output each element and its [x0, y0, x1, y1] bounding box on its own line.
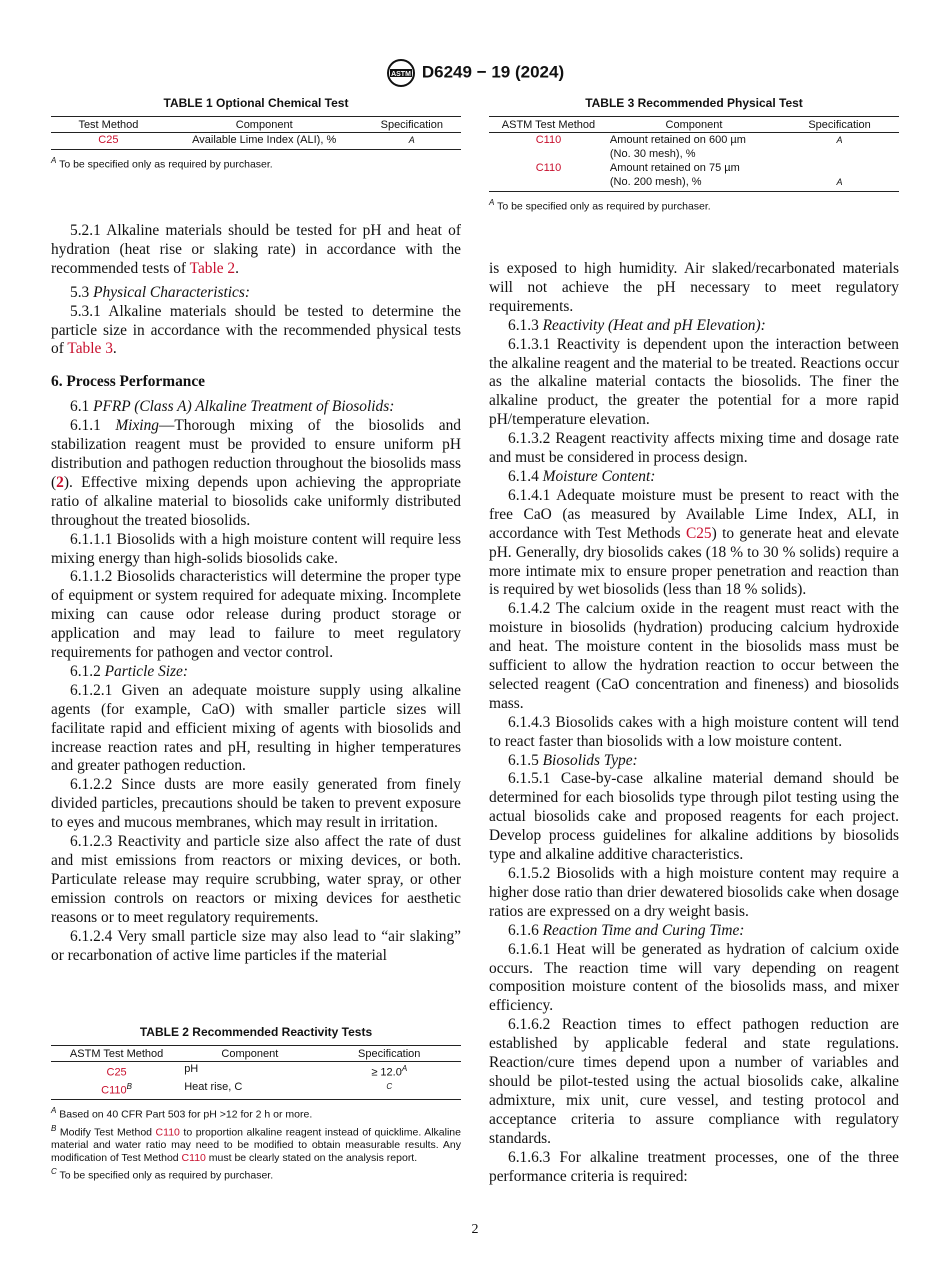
- document-designation: D6249 − 19 (2024): [421, 62, 565, 82]
- spec-cell: A: [836, 135, 843, 145]
- table-footnote: $^A$ To be specified only as required by purchaser.: [489, 198, 711, 213]
- table-footnote: $^C$ To be specified only as required by purchaser.: [51, 1167, 274, 1182]
- right-column: [489, 260, 899, 1186]
- paragraph: 6.1.3.1 Reactivity is dependent upon the interaction between the alkaline reagent and the material to be treated. Reactions occur as the alkaline material contacts the biosolids. The finer the alkaline product, the greater the potential for a more rapid pH/temperature elevation.: [489, 335, 899, 429]
- column-header: ASTM Test Method: [489, 117, 608, 133]
- paragraph: is exposed to high humidity. Air slaked/recarbonated materials will not achieve the pH necessary to meet regulatory requirements.: [489, 260, 899, 315]
- c110-link[interactable]: C110: [181, 1152, 206, 1165]
- paragraph: 6.1.4.3 Biosolids cakes with a high moisture content will tend to react faster than biosolids with a low moisture content.: [489, 713, 899, 750]
- page-header: [0, 58, 950, 88]
- table-footnote: $^A$ To be specified only as required by purchaser.: [51, 156, 273, 171]
- paragraph: 6.1.2.1 Given an adequate moisture supply using alkaline agents (for example, CaO) with smaller particle sizes will facilitate rapid and efficient mixing of agents with biosolids and increase reaction rates and pH, resulting in higher temperatures and greater pathogen reduction.: [51, 681, 461, 775]
- method-link[interactable]: C110: [535, 134, 562, 146]
- paragraph: 6.1.6 Reaction Time and Curing Time:: [508, 921, 745, 939]
- paragraph: 6.1.6.3 For alkaline treatment processes, one of the three performance criteria is required:: [489, 1148, 899, 1185]
- table-footnote: $^A$ Based on 40 CFR Part 503 for pH >12 for 2 h or more.: [51, 1106, 313, 1121]
- paragraph: 6.1.6.2 Reaction times to effect pathogen reduction are established by applicable federal and state regulations. Reaction/cure times depend upon a number of variables and should be pilot-tested using the actual biosolids cake, alkaline admixture, mix unit, cure vessel, and testing protocol and acceptance criteria to assure compliance with regulatory standards.: [489, 1016, 899, 1147]
- table-caption: TABLE 1 Optional Chemical Test: [163, 96, 349, 110]
- column-header: Component: [166, 117, 363, 133]
- paragraph: 5.3 Physical Characteristics:: [70, 283, 250, 301]
- table-3-link[interactable]: Table 3: [67, 340, 113, 358]
- method-cell: $C110^B$: [51, 1080, 182, 1100]
- paragraph: 6.1.4.1 Adequate moisture must be present to react with the free CaO (as measured by Available Lime Index, ALI, in accordance with Test Methods C25) to generate heat and elevate pH. Generally, dry biosolids cakes (18 % to 30 % solids) require a more intimate mix to ensure proper penetration and reaction than is required by wet biosolids (less than 18 % solids).: [489, 486, 899, 599]
- c25-link[interactable]: C25: [685, 524, 712, 542]
- left-column: [51, 222, 461, 965]
- column-header: Component: [182, 1046, 317, 1062]
- svg-text:ASTM: ASTM: [390, 71, 411, 78]
- method-link[interactable]: C110: [101, 1084, 127, 1097]
- paragraph: 6.1 PFRP (Class A) Alkaline Treatment of Biosolids:: [70, 398, 395, 416]
- paragraph: 6.1.2.2 Since dusts are more easily generated from finely divided particles, precautions should be taken to prevent exposure to eyes and mucous membranes, which may result in irritation.: [51, 776, 461, 832]
- paragraph: 5.2.1 Alkaline materials should be tested for pH and heat of hydration (heat rise or slaking rate) in accordance with the recommended tests of Table 2.: [51, 222, 461, 277]
- column-header: Test Method: [51, 117, 166, 133]
- method-link[interactable]: C110: [489, 161, 608, 192]
- column-header: Specification: [780, 117, 899, 133]
- reference-2-link[interactable]: 2: [56, 473, 64, 491]
- column-header: Component: [608, 117, 780, 133]
- paragraph: 6.1.3 Reactivity (Heat and pH Elevation):: [508, 316, 766, 334]
- spec-cell: A: [363, 133, 461, 150]
- paragraph: 6.1.1.1 Biosolids with a high moisture content will require less mixing energy than high-solids biosolids cake.: [51, 530, 461, 567]
- component-cell: Heat rise, C: [182, 1080, 317, 1100]
- component-cell: Available Lime Index (ALI), %: [166, 133, 363, 150]
- table-3: [489, 96, 899, 214]
- paragraph: 6.1.2.4 Very small particle size may also lead to “air slaking” or recarbonation of active lime particles if the material: [51, 927, 461, 964]
- paragraph: 6.1.5.2 Biosolids with a high moisture content may require a higher dose ratio than drier dewatered biosolids cake when dosage ratios are expressed on a dry weight basis.: [489, 865, 899, 920]
- paragraph: 6.1.4 Moisture Content:: [508, 467, 656, 485]
- section-heading: 6. Process Performance: [51, 373, 205, 391]
- table-caption: TABLE 3 Recommended Physical Test: [585, 96, 803, 110]
- column-header: Specification: [317, 1046, 461, 1062]
- c110-link[interactable]: C110: [155, 1126, 180, 1139]
- paragraph: 6.1.2 Particle Size:: [70, 662, 188, 680]
- method-link[interactable]: C25: [51, 133, 166, 150]
- column-header: Specification: [363, 117, 461, 133]
- table-row: [51, 1080, 461, 1100]
- table-footnote: $^B$ Modify Test Method C110 to proportion alkaline reagent instead of quicklime. Alkaline material and water ratio may need to be modified to obtain measurable results. Any modification of Test Method C110 must be clearly stated on the analysis report.: [51, 1123, 461, 1165]
- astm-logo-icon: [386, 58, 416, 88]
- component-cell: Amount retained on 75 µm (No. 200 mesh), %: [608, 161, 780, 192]
- method-cell: [51, 1062, 182, 1080]
- spec-cell: C: [317, 1080, 461, 1100]
- component-cell: Amount retained on 600 µm (No. 30 mesh), %: [609, 134, 746, 160]
- table-row: [51, 1062, 461, 1080]
- paragraph: 6.1.5 Biosolids Type:: [508, 751, 638, 769]
- paragraph: 6.1.1.2 Biosolids characteristics will determine the proper type of equipment or system required for adequate mixing. Incomplete mixing can cause odor release during product storage or application and may lead to failure to meet regulatory requirements for pathogen and vector control.: [51, 568, 461, 662]
- paragraph: 6.1.6.1 Heat will be generated as hydration of calcium oxide occurs. The reaction time will vary depending on reagent composition moisture content of the biosolids mass, and mixer efficiency.: [489, 940, 899, 1015]
- paragraph: 5.3.1 Alkaline materials should be tested to determine the particle size in accordance with the recommended physical tests of Table 3.: [51, 302, 461, 358]
- table-row: [489, 133, 899, 162]
- spec-cell: ≥ $12.0^A$: [371, 1064, 408, 1079]
- table-caption: TABLE 2 Recommended Reactivity Tests: [139, 1025, 373, 1039]
- paragraph: 6.1.4.2 The calcium oxide in the reagent must react with the moisture in biosolids (hydration) producing calcium hydroxide and heat. The moisture content in the biosolids mass must be sufficient to allow the hydration reaction to occur between the selected reagent (CaO concentration and fineness) and biosolids mass.: [489, 600, 899, 712]
- paragraph: 6.1.2.3 Reactivity and particle size also affect the rate of dust and mist emissions from reactors or mixing devices, or both. Particulate release may require scrubbing, water spray, or other emission controls on reactors or mixing devices for aesthetic reasons or to meet regulatory requirements.: [51, 833, 461, 926]
- paragraph: 6.1.3.2 Reagent reactivity affects mixing time and dosage rate and must be considered in process design.: [489, 430, 899, 467]
- method-link[interactable]: C25: [106, 1066, 127, 1079]
- spec-cell: A: [780, 161, 899, 192]
- paragraph: 6.1.1 Mixing—Thorough mixing of the biosolids and stabilization reagent must be provided to ensure uniform pH distribution and pathogen reduction throughout the biosolids mass (2). Effective mixing depends upon achieving the appropriate ratio of alkaline material to biosolids cake uniformly distributed throughout the treated biosolids.: [51, 417, 461, 529]
- table-2-link[interactable]: Table 2: [189, 259, 236, 277]
- table-1: [51, 96, 461, 172]
- table-row: [51, 133, 461, 150]
- column-header: ASTM Test Method: [51, 1046, 182, 1062]
- table-row: [489, 161, 899, 192]
- component-cell: pH: [184, 1063, 199, 1075]
- table-2: [51, 1025, 461, 1183]
- page-number: 2: [471, 1222, 479, 1237]
- paragraph: 6.1.5.1 Case-by-case alkaline material demand should be determined for each biosolids type through pilot testing using the actual biosolids cake and proposed reagents for each project. Develop process guidelines for alkaline additions by biosolids type and alkaline additive characteristics.: [489, 770, 899, 864]
